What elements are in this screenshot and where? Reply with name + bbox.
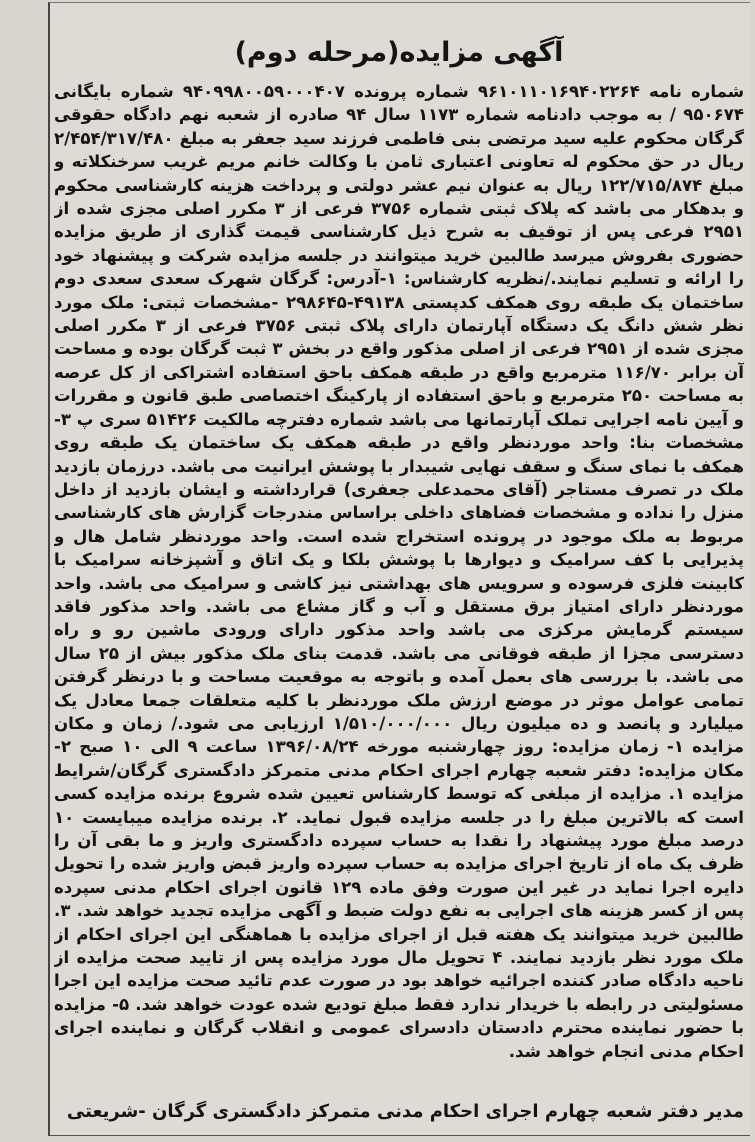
notice-signature: مدیر دفتر شعبه چهارم اجرای احکام مدنی متمرکز دادگستری گرگان -شریعتی [66,1101,744,1122]
notice-title: آگهی مزایده(مرحله دوم) [234,37,564,68]
notice-body: شماره نامه ۹۶۱۰۱۱۰۱۶۹۴۰۲۲۶۴ شماره پرونده ۹۴۰۹۹۸۰۰۵۹۰۰۰۴۰۷ شماره بایگانی ۹۵۰۶۷۴ / به موجب دادنامه شماره ۱۱۷۳ سال ۹۴ صادره از شعبه نهم دادگاه حقوقی گرگان محکوم علیه سید مرتضی بنی فاطمی فرزند سید جعفر به مبلغ ۲/۴۵۴/۳۱۷/۴۸۰ ریال در حق محکوم له تعاونی اعتباری ثامن با وکالت خانم مریم غریب سرخنکلاته و مبلغ ۱۲۲/۷۱۵/۸۷۴ ریال به عنوان نیم عشر دولتی و پرداخت هزینه کارشناسی محکوم و بدهکار می باشد که پلاک ثبتی شماره ۳۷۵۶ فرعی از ۳ مکرر اصلی مجزی شده از ۲۹۵۱ فرعی پس از توقیف به شرح ذیل کارشناسی قیمت گذاری از طریق مزایده حضوری بفروش میرسد طالبین خرید میتوانند در جلسه مزایده شرکت و پیشنهاد خود را ارائه و تسلیم نمایند./نظریه کارشناس: ۱-آدرس: گرگان شهرک سعدی سعدی دوم ساختمان یک طبقه روی همکف کدپستی ۴۹۱۳۸-۲۹۸۶۴۵ -مشخصات ثبتی: ملک مورد نظر شش دانگ یک دستگاه آپارتمان دارای پلاک ثبتی ۳۷۵۶ فرعی از ۳ مکرر اصلی مجزی شده از ۲۹۵۱ فرعی از اصلی مذکور واقع در بخش ۳ ثبت گرگان بوده و مساحت آن برابر ۱۱۶/۷۰ مترمربع واقع در طبقه همکف باحق استفاده اشتراکی از کل عرصه به مساحت ۲۵۰ مترمربع و باحق استفاده از پارکینگ اختصاصی طبق قانون و مقررات و آیین نامه اجرایی تملک آپارتمانها می باشد شماره دفترچه مالکیت ۵۱۴۲۶ سری پ ۳- مشخصات بنا: واحد موردنظر واقع در طبقه همکف یک ساختمان یک طبقه روی همکف با نمای سنگ و سقف نهایی شیبدار با پوشش ایرانیت می باشد. درزمان بازدید ملک در تصرف مستاجر (آقای محمدعلی جعفری) قرارداشته و ایشان بازدید از داخل منزل را نداده و مشخصات فضاهای داخلی براساس مندرجات گزارش های کارشناسی مربوط به ملک موجود در پرونده استخراج شده است. واحد موردنظر شامل هال و پذیرایی با کف سرامیک و دیوارها با پوشش بلکا و یک اتاق و آشپزخانه سرامیک با کابینت فلزی فرسوده و سرویس های بهداشتی نیز کاشی و سرامیک می باشد. واحد موردنظر دارای امتیاز برق مستقل و آب و گاز مشاع می باشد. واحد مذکور فاقد سیستم گرمایش مرکزی می باشد واحد مذکور دارای ورودی ماشین رو و راه دسترسی مجزا از طبقه فوقانی می باشد. قدمت بنای ملک مذکور بیش از ۲۵ سال می باشد. با بررسی های بعمل آمده و باتوجه به موقعیت مساحت و با درنظر گرفتن تمامی عوامل موثر در موضع ارزش ملک موردنظر با کلیه متعلقات جمعا معادل یک میلیارد و پانصد و ده میلیون ریال ۱/۵۱۰/۰۰۰/۰۰۰ ارزیابی می شود./ زمان و مکان مزایده ۱- زمان مزایده: روز چهارشنبه مورخه ۱۳۹۶/۰۸/۲۴ ساعت ۹ الی ۱۰ صبح ۲-مکان مزایده: دفتر شعبه چهارم اجرای احکام مدنی متمرکز دادگستری گرگان/شرایط مزایده ۱. مزایده از مبلغی که توسط کارشناس تعیین شده شروع برنده مزایده کسی است که بالاترین مبلغ را در جلسه مزایده قبول نماید. ۲. برنده مزایده میبایست ۱۰ درصد مبلغ مورد پیشنهاد را نقدا به حساب سپرده دادگستری واریز و ما بقی آن را ظرف یک ماه از تاریخ اجرای مزایده به حساب سپرده واریز قبض واریز شده را تحویل دایره اجرا نماید در غیر این صورت وفق ماده ۱۲۹ قانون اجرای احکام مدنی سپرده پس از کسر هزینه های اجرایی به نفع دولت ضبط و آگهی مزایده تجدید خواهد شد. ۳. طالبین خرید میتوانند یک هفته قبل از اجرای مزایده با هماهنگی این اجرای احکام از ملک مورد نظر بازدید نمایند. ۴ تحویل مال مورد مزایده پس از تایید صحت مزایده از ناحیه دادگاه صادر کننده اجرائیه خواهد بود در صورت عدم تائید صحت مزایده این اجرا مسئولیتی در رابطه با خریدار ندارد فقط مبلغ تودیع شده عودت خواهد شد. ۵- مزایده با حضور نماینده محترم دادستان دادسرای عمومی و انقلاب گرگان و نماینده اجرای احکام مدنی انجام خواهد شد. [54,82,744,1061]
